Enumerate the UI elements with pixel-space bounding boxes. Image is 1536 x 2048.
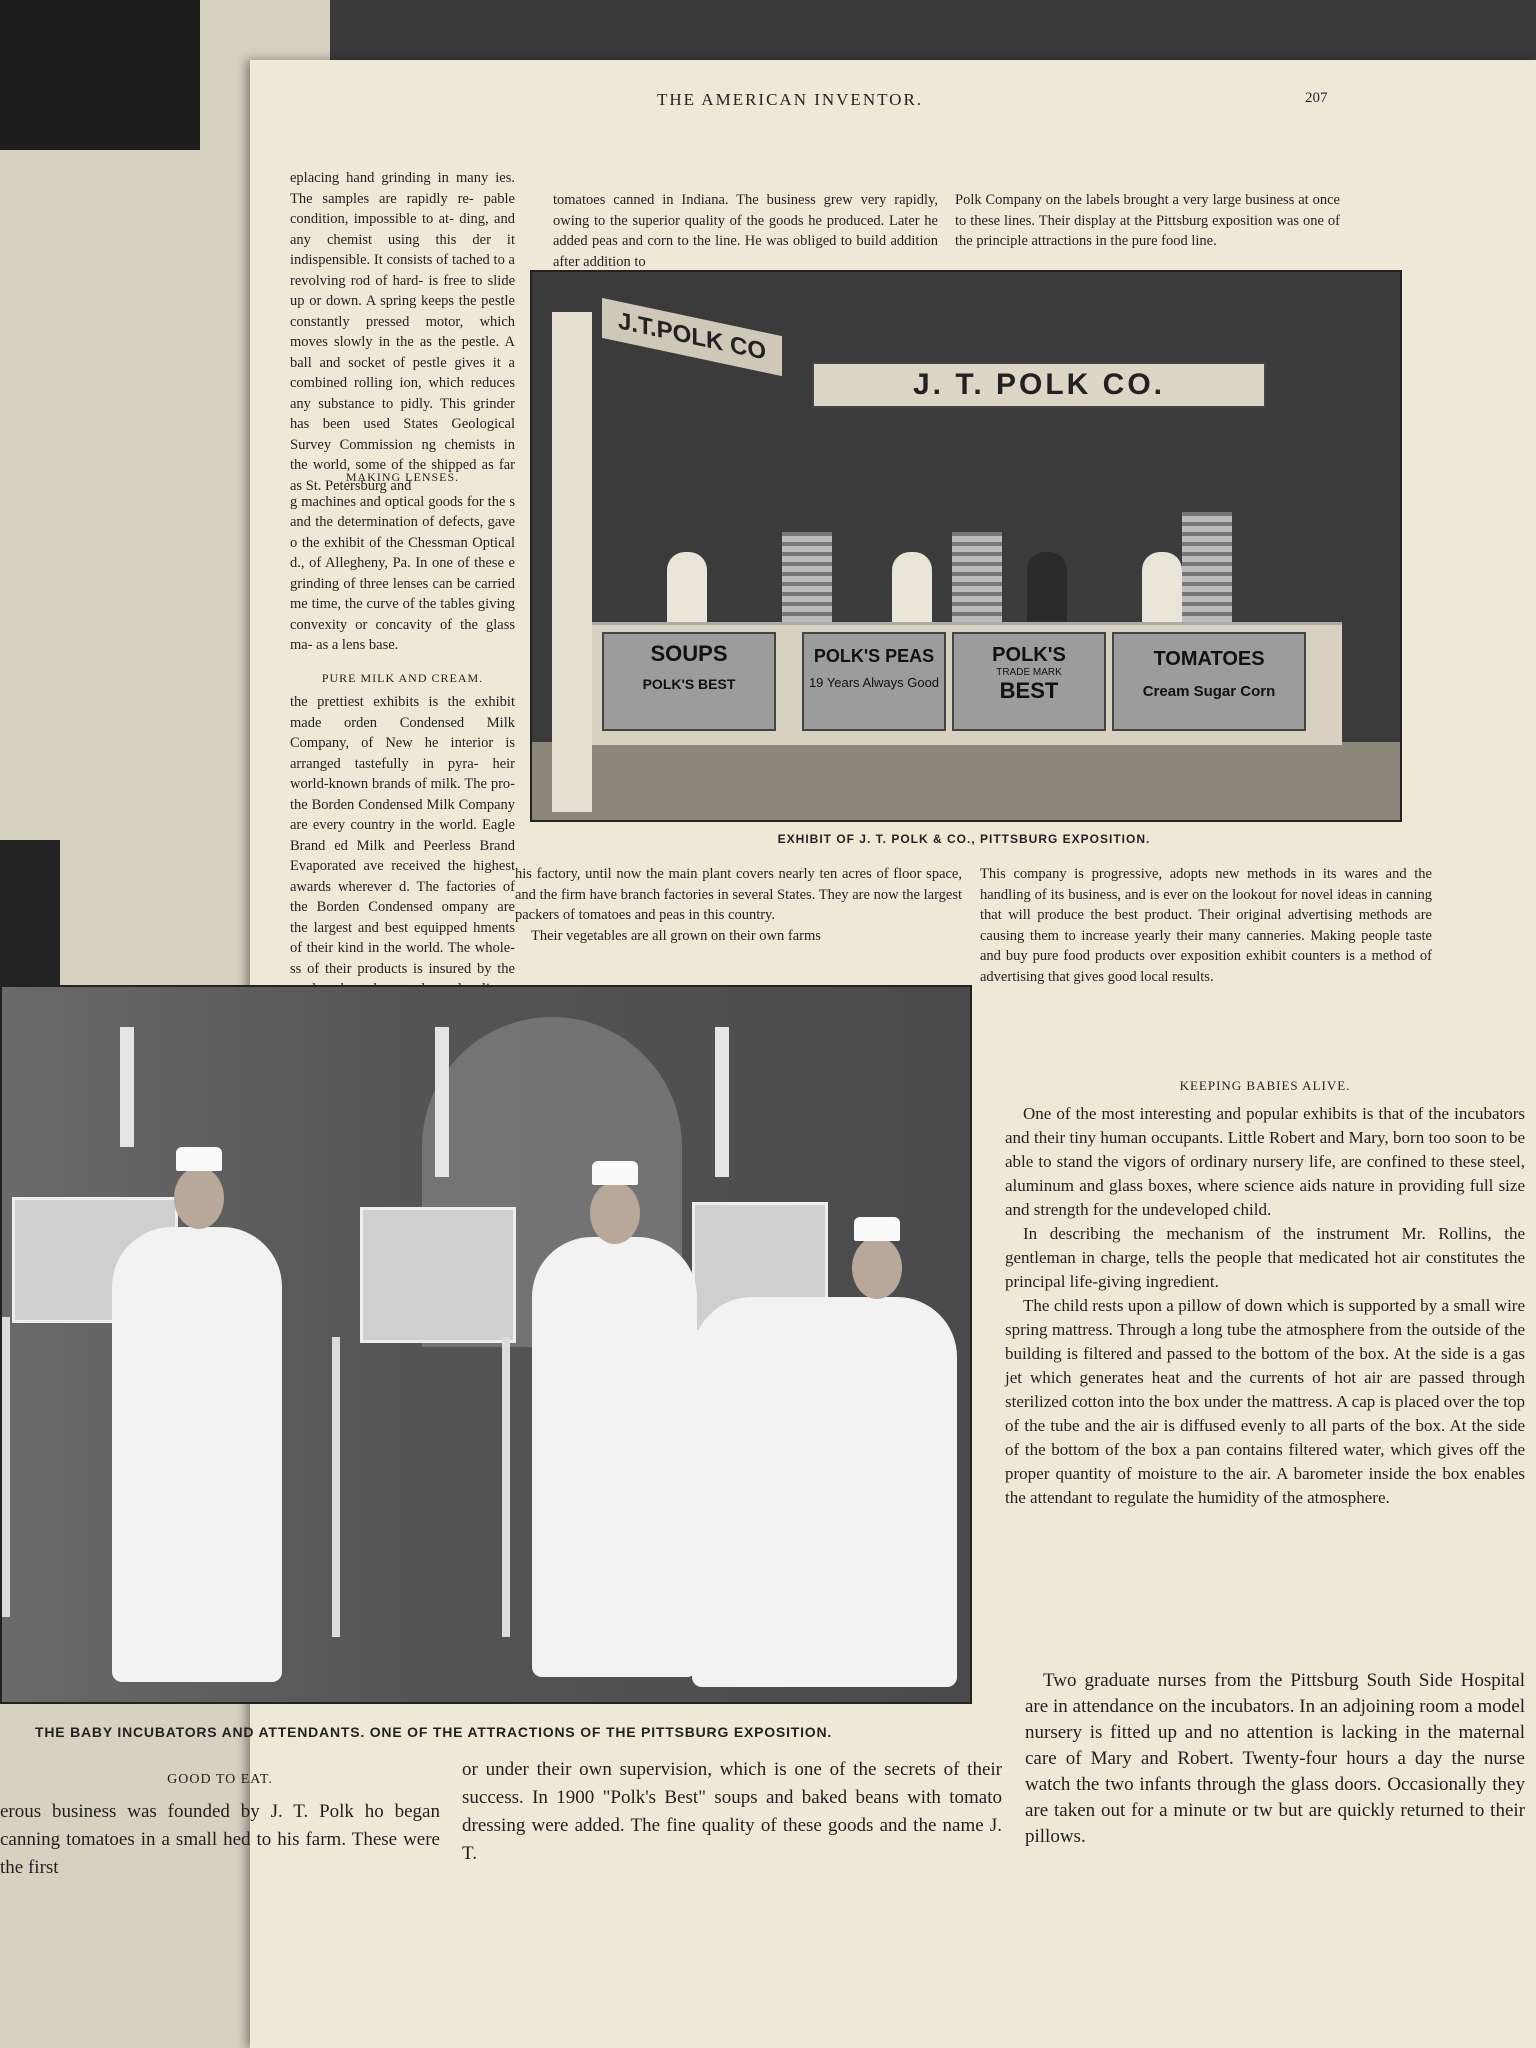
page-header-title: THE AMERICAN INVENTOR. (656, 90, 924, 109)
panel-polks-best-left: POLK'S BEST (642, 676, 736, 692)
incubator-leg (332, 1337, 340, 1637)
nurse-head (590, 1182, 640, 1244)
paragraph-pure-milk: the prettiest exhibits is the exhibit made orden Condensed Milk Company, of New he interior is arranged tastefully in pyra- heir world-known brands of milk. The pro- the Borden Condensed Milk Company are every country in the world. Eagle Brand ed Milk and Peerless Brand Evaporated ave received the highest awards wherever d. The factories of the Borden Condensed ompany are the largest and best equipped hments of their kind in the world. The whole- ss of their products is insured by the (290, 694, 515, 977)
paragraph-good-to-eat: erous business was founded by J. T. Polk ho began canning tomatoes in a small hed to his farm. These were the first (0, 1801, 440, 1878)
paragraph-incubators-2: In describing the mechanism of the instrument Mr. Rollins, the gentleman in charge, tells the people that medicated hot air constitutes the principal life-giving ingredient. (1005, 1224, 1525, 1291)
incubator-pipe (435, 1027, 449, 1177)
panel-peas-sub: 19 Years Always Good (808, 675, 940, 690)
nurse-figure-middle (532, 1237, 697, 1677)
column-3-lower (1005, 1062, 1525, 1510)
heading-keeping-babies-alive: KEEPING BABIES ALIVE. (1179, 1078, 1351, 1093)
bottom-column-3: Two graduate nurses from the Pittsburg South Side Hospital are in attendance on the incubators. In an adjoining room a model nursery is fitted up and no attention is lacking in the maternal care of Mary and Robert. Twenty-four hours a day the nurse watch the two infants through the glass doors. Occasionally they are taken out for a minute or tw but are quickly returned to their pillows. (1025, 1670, 1525, 1847)
caption-baby-incubators: THE BABY INCUBATORS AND ATTENDANTS. ONE OF THE ATTRACTIONS OF THE PITTSBURG EXPOSITION. (35, 1724, 833, 1740)
heading-making-lenses: MAKING LENSES. (345, 470, 460, 484)
paragraph-incubators-1: One of the most interesting and popular exhibits is that of the incubators and their tiny human occupants. Little Robert and Mary, born too soon to be able to stand the vigors of ordinary nursery life, are confined to these steel, aluminum and glass boxes, where science aids nature in providing full size and strength for the undeveloped child. (1005, 1104, 1525, 1219)
nurse-figure-seated (692, 1297, 957, 1687)
nurse-head (852, 1237, 902, 1299)
panel-tomatoes-title: TOMATOES (1153, 648, 1265, 670)
column-3-top: Polk Company on the labels brought a very large business at once to these lines. Their display at the Pittsburg exposition was one of the principle attractions in the pure food line. (955, 192, 1340, 249)
panel-soups (602, 632, 776, 731)
can-pyramid (782, 532, 832, 622)
incubator-pipe (120, 1027, 134, 1147)
incubator-pipe (715, 1027, 729, 1177)
column-2-middle-text2: Their vegetables are all grown on their own farms (531, 927, 821, 944)
nurse-cap (176, 1147, 222, 1171)
panel-best-word: BEST (999, 678, 1059, 703)
incubator-box (360, 1207, 516, 1343)
panel-best-trade: TRADE MARK (996, 667, 1062, 678)
incubator-leg (2, 1317, 10, 1617)
left-page-photo-top (0, 0, 200, 150)
photo-pillar (552, 312, 592, 812)
bottom-column-2: or under their own supervision, which is one of the secrets of their success. In 1900 "Polk's Best" soups and baked beans with tomato dressing were added. The fine quality of these goods and the name J. T. (462, 1759, 1002, 1864)
nurse-cap (592, 1161, 638, 1185)
column-2-middle-text: his factory, until now the main plant covers nearly ten acres of floor space, and the firm have branch factories in several States. They are now the largest packers of tomatoes and peas in this country. (515, 866, 962, 923)
panel-best-title: POLK'S (992, 644, 1066, 666)
nurse-figure-left (112, 1227, 282, 1682)
bottom-column-1 (0, 1766, 440, 1882)
panel-polks-best (952, 632, 1106, 731)
booth-main-sign: J. T. POLK CO. (812, 362, 1266, 408)
photo-floor (532, 742, 1400, 820)
can-pyramid (1182, 512, 1232, 622)
heading-pure-milk: PURE MILK AND CREAM. (321, 670, 484, 685)
panel-peas-title: POLK'S PEAS (813, 646, 935, 666)
paragraph-incubators-3: The child rests upon a pillow of down which is supported by a small wire spring mattress. Through a long tube the atmosphere from the outside of the building is filtered and passed to the bottom of the box. At the side is a gas jet which generates heat and the currents of hot air are passed through sterilized cotton into the box under the mattress. A cap is placed over the top of the tube and the air is diffused evenly to all parts of the box. At the side of the bottom of the box a pan contains filtered water, which gives off the proper quantity of moisture to the air. A barometer inside the box enables the attendant to regulate the humidity of the atmosphere. (1005, 1296, 1525, 1507)
column-3-middle: This company is progressive, adopts new methods in its wares and the handling of its business, and is ever on the lookout for novel ideas in canning that will produce the best product. Their original advertising methods are causing them to increase yearly their many canneries. Making people taste and buy pure food products over exposition exhibit counters is a method of advertising that gives good local results. (980, 866, 1432, 985)
booth-side-sign: J.T.POLK CO (602, 298, 782, 376)
photo-baby-incubators (0, 985, 972, 1704)
paragraph-making-lenses: g machines and optical goods for the s and the determination of defects, gave o the exhibit of the Chessman Optical d., of Allegheny, Pa. In one of these e grinding of three lenses can be carried me time, the curve of the tables giving convexity or concavity of the glass ma- as a lens base. (290, 493, 515, 653)
panel-tomatoes-sub: Cream Sugar Corn (1142, 683, 1276, 700)
photo-polk-exhibit (530, 270, 1402, 822)
heading-good-to-eat: GOOD TO EAT. (167, 1772, 273, 1787)
column-2-middle (515, 864, 962, 946)
panel-soups-text: SOUPS (650, 641, 728, 666)
column-1-top: eplacing hand grinding in many ies. The samples are rapidly re- pable condition, impossible to at- ding, and any chemist using this der it indispensible. It consists of tached to a revolving rod of hard- is free to slide up or down. A spring keeps the pestle constantly pressed motor, which moves slowly in the as the pestle. A ball and socket of pestle gives it a combined rolling ion, which reduces any substance to pidly. This grinder has been used States Geological Survey Commission ng chemists in the world, some of the shipped as far as St. Petersburg and (290, 170, 515, 494)
panel-tomatoes (1112, 632, 1306, 731)
incubator-leg (502, 1337, 510, 1637)
column-2-top: tomatoes canned in Indiana. The business grew very rapidly, owing to the superior quality of the goods he produced. Later he added peas and corn to the line. He was obliged to build addition after addition to (553, 192, 938, 270)
nurse-cap (854, 1217, 900, 1241)
can-pyramid (952, 532, 1002, 622)
caption-polk-exhibit: EXHIBIT OF J. T. POLK & CO., PITTSBURG EXPOSITION. (777, 832, 1151, 846)
panel-polks-peas (802, 632, 946, 731)
page-number: 207 (1305, 90, 1328, 106)
nurse-head (174, 1167, 224, 1229)
